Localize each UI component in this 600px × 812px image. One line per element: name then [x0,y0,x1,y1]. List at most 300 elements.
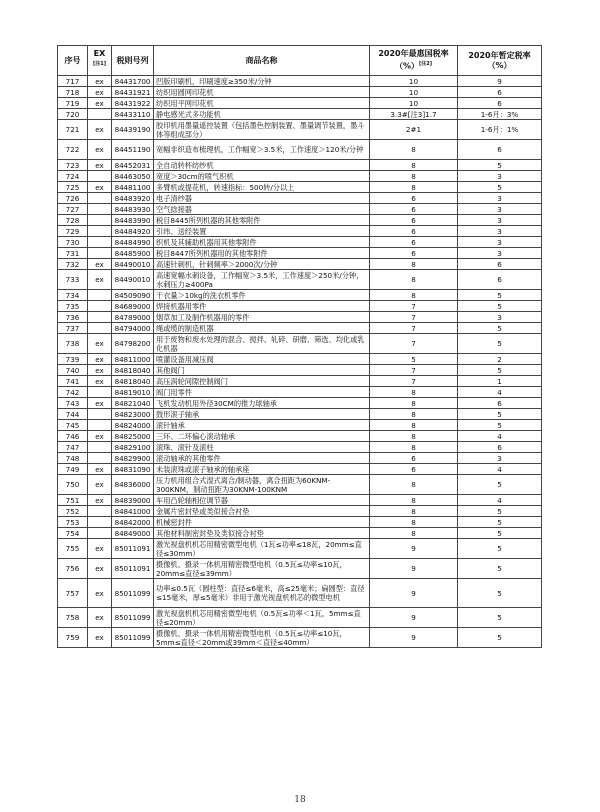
cell-provisional-rate: 5 [458,475,542,495]
cell-code: 84451190 [112,140,154,160]
cell-provisional-rate: 5 [458,506,542,517]
cell-seq: 756 [58,559,88,579]
cell-code: 84839000 [112,495,154,506]
table-row [58,182,542,193]
cell-mfn-rate: 6 [370,226,458,237]
cell-seq: 743 [58,398,88,409]
cell-code: 84819010 [112,387,154,398]
cell-seq: 740 [58,365,88,376]
cell-name: 金属片密封垫或类似接合衬垫 [154,506,370,517]
cell-name: 三环、二环偏心滚动轴承 [154,431,370,442]
header-provisional-rate: 2020年暂定税率 （%） [458,46,542,76]
cell-seq: 729 [58,226,88,237]
cell-seq: 728 [58,215,88,226]
cell-code: 84431700 [112,76,154,87]
cell-code: 84811000 [112,354,154,365]
cell-ex: ex [88,559,112,579]
cell-mfn-rate: 8 [370,171,458,182]
cell-mfn-rate: 6 [370,237,458,248]
cell-ex: ex [88,354,112,365]
cell-name: 引纬、送经装置 [154,226,370,237]
cell-provisional-rate: 3 [458,237,542,248]
table-row [58,301,542,312]
cell-code: 84823000 [112,409,154,420]
cell-code: 84824000 [112,420,154,431]
cell-seq: 741 [58,376,88,387]
cell-name: 全自动转杯纺纱机 [154,160,370,171]
cell-name: 其他阀门 [154,365,370,376]
cell-mfn-rate: 7 [370,334,458,354]
cell-provisional-rate: 3 [458,171,542,182]
cell-code: 84825000 [112,431,154,442]
cell-name: 织机及其辅助机器用其他零附件 [154,237,370,248]
header-mfn-rate: 2020年最惠国税率 （%）[注2] [370,46,458,76]
cell-code: 85011099 [112,608,154,628]
cell-provisional-rate: 5 [458,290,542,301]
cell-name: 用于废物和废水处理的混合、搅拌、轧碎、研磨、筛选、均化或乳化机器 [154,334,370,354]
cell-ex: ex [88,628,112,648]
cell-ex: ex [88,334,112,354]
cell-mfn-rate: 9 [370,608,458,628]
cell-seq: 754 [58,528,88,539]
table-row [58,453,542,464]
cell-provisional-rate: 4 [458,431,542,442]
table-row [58,312,542,323]
cell-mfn-rate: 8 [370,270,458,290]
cell-provisional-rate: 3 [458,248,542,259]
cell-ex: ex [88,608,112,628]
cell-ex [88,248,112,259]
cell-mfn-rate: 2#1 [370,120,458,140]
cell-provisional-rate: 5 [458,365,542,376]
cell-name: 激光视盘机机芯用精密微型电机（0.5瓦≤功率＜1瓦，5mm≤直径≤20mm） [154,608,370,628]
cell-code: 84485900 [112,248,154,259]
cell-mfn-rate: 9 [370,539,458,559]
cell-name: 宽度＞30cm的喷气织机 [154,171,370,182]
table-row [58,204,542,215]
cell-mfn-rate: 6 [370,453,458,464]
cell-ex [88,312,112,323]
cell-mfn-rate: 8 [370,387,458,398]
cell-seq: 722 [58,140,88,160]
cell-name: 多臂机或提花机，转速指标：500转/分以上 [154,182,370,193]
cell-ex [88,237,112,248]
cell-seq: 747 [58,442,88,453]
cell-provisional-rate: 5 [458,528,542,539]
table-row [58,387,542,398]
cell-code: 85011099 [112,628,154,648]
cell-ex: ex [88,98,112,109]
cell-mfn-rate: 8 [370,420,458,431]
cell-seq: 753 [58,517,88,528]
cell-provisional-rate: 3 [458,193,542,204]
table-row [58,495,542,506]
cell-ex: ex [88,475,112,495]
cell-ex: ex [88,398,112,409]
table-row [58,140,542,160]
cell-seq: 759 [58,628,88,648]
cell-code: 84794000 [112,323,154,334]
table-row [58,290,542,301]
cell-mfn-rate: 8 [370,182,458,193]
cell-code: 84849000 [112,528,154,539]
cell-mfn-rate: 8 [370,290,458,301]
cell-provisional-rate: 9 [458,76,542,87]
cell-ex [88,204,112,215]
cell-seq: 744 [58,409,88,420]
cell-name: 纺织用平网印花机 [154,98,370,109]
cell-name: 车用凸轮轴相位调节器 [154,495,370,506]
cell-seq: 755 [58,539,88,559]
cell-mfn-rate: 9 [370,559,458,579]
cell-name: 税目8447所列机器用的其他零附件 [154,248,370,259]
cell-seq: 733 [58,270,88,290]
cell-ex: ex [88,495,112,506]
cell-provisional-rate: 4 [458,464,542,475]
cell-provisional-rate: 5 [458,409,542,420]
table-row [58,98,542,109]
cell-mfn-rate: 8 [370,442,458,453]
cell-name: 未装滚珠或滚子轴承的轴承座 [154,464,370,475]
cell-ex: ex [88,259,112,270]
table-row [58,431,542,442]
cell-mfn-rate: 9 [370,579,458,608]
table-row [58,248,542,259]
cell-ex [88,109,112,120]
cell-ex [88,323,112,334]
cell-seq: 758 [58,608,88,628]
cell-seq: 731 [58,248,88,259]
cell-mfn-rate: 8 [370,517,458,528]
cell-mfn-rate: 10 [370,87,458,98]
cell-seq: 730 [58,237,88,248]
cell-name: 静电感光式多功能机 [154,109,370,120]
cell-provisional-rate: 5 [458,628,542,648]
cell-seq: 732 [58,259,88,270]
cell-seq: 720 [58,109,88,120]
cell-seq: 749 [58,464,88,475]
cell-name: 压力机用组合式湿式离合/制动器，离合扭距为60KNM-300KNM，制动扭距为30KNM-100KNM [154,475,370,495]
cell-mfn-rate: 8 [370,398,458,409]
cell-ex: ex [88,87,112,98]
table-row [58,559,542,579]
cell-seq: 746 [58,431,88,442]
cell-ex [88,409,112,420]
cell-seq: 748 [58,453,88,464]
cell-code: 84431922 [112,98,154,109]
cell-ex: ex [88,431,112,442]
cell-mfn-rate: 6 [370,204,458,215]
cell-code: 85011091 [112,559,154,579]
table-row [58,334,542,354]
cell-name: 干衣量＞10kg的洗衣机零件 [154,290,370,301]
cell-name: 空气捻接器 [154,204,370,215]
cell-seq: 734 [58,290,88,301]
cell-seq: 751 [58,495,88,506]
cell-code: 84490010 [112,270,154,290]
cell-code: 84841000 [112,506,154,517]
cell-name: 阀门用零件 [154,387,370,398]
cell-ex: ex [88,365,112,376]
cell-name: 电子清纱器 [154,193,370,204]
tariff-table [57,45,542,648]
table-row [58,376,542,387]
cell-mfn-rate: 6 [370,193,458,204]
cell-name: 摄像机、摄录一体机用精密微型电机（0.5瓦≤功率≤10瓦，20mm≤直径≤39mm） [154,559,370,579]
table-row [58,87,542,98]
table-row [58,528,542,539]
cell-code: 84483990 [112,215,154,226]
cell-provisional-rate: 6 [458,270,542,290]
cell-ex: ex [88,464,112,475]
cell-name: 激光视盘机机芯用精密微型电机（1瓦≤功率≤18瓦，20mm≤直径≤30mm） [154,539,370,559]
cell-provisional-rate: 5 [458,160,542,171]
cell-provisional-rate: 5 [458,539,542,559]
table-row [58,354,542,365]
cell-seq: 757 [58,579,88,608]
cell-ex [88,517,112,528]
cell-provisional-rate: 5 [458,579,542,608]
cell-seq: 752 [58,506,88,517]
cell-seq: 739 [58,354,88,365]
cell-mfn-rate: 7 [370,376,458,387]
cell-provisional-rate: 5 [458,323,542,334]
cell-ex: ex [88,182,112,193]
cell-seq: 738 [58,334,88,354]
page-number: 18 [294,795,306,805]
cell-provisional-rate: 5 [458,517,542,528]
cell-seq: 726 [58,193,88,204]
table-row [58,323,542,334]
cell-provisional-rate: 3 [458,312,542,323]
cell-name: 飞机发动机用外径30CM的推力球轴承 [154,398,370,409]
cell-ex: ex [88,120,112,140]
cell-seq: 719 [58,98,88,109]
cell-mfn-rate: 8 [370,160,458,171]
cell-ex: ex [88,76,112,87]
table-row [58,76,542,87]
table-row [58,270,542,290]
cell-seq: 724 [58,171,88,182]
cell-mfn-rate: 9 [370,628,458,648]
header-name: 商品名称 [154,46,370,76]
table-row [58,506,542,517]
cell-mfn-rate: 8 [370,475,458,495]
cell-provisional-rate: 4 [458,387,542,398]
table-row [58,398,542,409]
table-row [58,171,542,182]
cell-provisional-rate: 3 [458,215,542,226]
cell-ex [88,442,112,453]
table-row [58,120,542,140]
cell-provisional-rate: 6 [458,398,542,409]
cell-ex: ex [88,539,112,559]
table-row [58,365,542,376]
cell-mfn-rate: 7 [370,365,458,376]
cell-name: 鼓形滚子轴承 [154,409,370,420]
cell-name: 摄像机、摄录一体机用精密微型电机（0.5瓦≤功率≤10瓦，5mm≤直径＜20mm或39mm＜直径≤40mm） [154,628,370,648]
cell-ex [88,528,112,539]
cell-name: 税目8445所列机器的其他零附件 [154,215,370,226]
cell-code: 84433110 [112,109,154,120]
cell-seq: 745 [58,420,88,431]
cell-code: 84831090 [112,464,154,475]
cell-code: 84829100 [112,442,154,453]
cell-code: 84829900 [112,453,154,464]
table-row [58,226,542,237]
header-code: 税则号列 [112,46,154,76]
cell-provisional-rate: 5 [458,334,542,354]
cell-code: 84689000 [112,301,154,312]
cell-provisional-rate: 6 [458,140,542,160]
cell-mfn-rate: 7 [370,323,458,334]
cell-ex: ex [88,270,112,290]
cell-provisional-rate: 1-6月：1% [458,120,542,140]
table-row [58,420,542,431]
cell-provisional-rate: 1-6月：3% [458,109,542,120]
cell-mfn-rate: 8 [370,431,458,442]
cell-provisional-rate: 2 [458,354,542,365]
cell-mfn-rate: 8 [370,140,458,160]
cell-provisional-rate: 6 [458,87,542,98]
cell-code: 84490010 [112,259,154,270]
cell-code: 84821040 [112,398,154,409]
cell-provisional-rate: 5 [458,420,542,431]
cell-ex: ex [88,376,112,387]
cell-code: 84484990 [112,237,154,248]
cell-provisional-rate: 4 [458,495,542,506]
cell-code: 84484920 [112,226,154,237]
cell-name: 功率≤0.5瓦（圆柱型：直径≤6毫米，高≤25毫米；扁圆型：直径≤15毫米，厚≤5毫米）非用于激光视盘机机芯的微型电机 [154,579,370,608]
cell-code: 84509090 [112,290,154,301]
cell-seq: 718 [58,87,88,98]
cell-code: 84481100 [112,182,154,193]
cell-code: 84483920 [112,193,154,204]
cell-code: 84463050 [112,171,154,182]
cell-seq: 750 [58,475,88,495]
table-row [58,579,542,608]
cell-mfn-rate: 8 [370,259,458,270]
cell-mfn-rate: 8 [370,528,458,539]
table-row [58,442,542,453]
table-header [58,46,542,76]
cell-code: 84483930 [112,204,154,215]
cell-ex: ex [88,140,112,160]
table-row [58,464,542,475]
cell-provisional-rate: 6 [458,259,542,270]
cell-ex [88,506,112,517]
table-row [58,237,542,248]
header-seq: 序号 [58,46,88,76]
table-body [58,76,542,648]
cell-name: 焊接机器用零件 [154,301,370,312]
cell-name: 滚动轴承的其他零件 [154,453,370,464]
cell-ex [88,453,112,464]
cell-ex [88,171,112,182]
cell-ex: ex [88,160,112,171]
cell-name: 喷灌设备用减压阀 [154,354,370,365]
cell-name: 高压涡轮间隙控制阀门 [154,376,370,387]
cell-mfn-rate: 6 [370,464,458,475]
cell-mfn-rate: 10 [370,98,458,109]
cell-name: 滚珠、滚针及滚柱 [154,442,370,453]
cell-provisional-rate: 3 [458,226,542,237]
cell-code: 84789000 [112,312,154,323]
cell-ex [88,193,112,204]
cell-seq: 737 [58,323,88,334]
cell-code: 84818040 [112,376,154,387]
table-row [58,539,542,559]
cell-seq: 727 [58,204,88,215]
cell-ex [88,215,112,226]
cell-name: 宽幅非织造布梳理机，工作幅宽＞3.5米，工作速度＞120米/分钟 [154,140,370,160]
table-row [58,160,542,171]
cell-mfn-rate: 6 [370,248,458,259]
cell-mfn-rate: 7 [370,312,458,323]
cell-code: 84431921 [112,87,154,98]
cell-seq: 721 [58,120,88,140]
cell-name: 胶印机用墨量遥控装置（包括墨色控制装置、墨量调节装置，墨斗体等组成部分） [154,120,370,140]
cell-name: 其他材料制密封垫及类似接合衬垫 [154,528,370,539]
cell-code: 84452031 [112,160,154,171]
cell-code: 84818040 [112,365,154,376]
cell-ex [88,387,112,398]
cell-provisional-rate: 5 [458,182,542,193]
cell-ex [88,301,112,312]
cell-seq: 723 [58,160,88,171]
table-row [58,259,542,270]
cell-code: 84798200 [112,334,154,354]
header-ex: EX [注1] [88,46,112,76]
cell-mfn-rate: 10 [370,76,458,87]
cell-seq: 717 [58,76,88,87]
cell-provisional-rate: 5 [458,559,542,579]
table-row [58,193,542,204]
cell-name: 绳或缆的制造机器 [154,323,370,334]
cell-provisional-rate: 5 [458,608,542,628]
cell-ex: ex [88,579,112,608]
cell-seq: 736 [58,312,88,323]
cell-code: 84439190 [112,120,154,140]
cell-mfn-rate: 7 [370,301,458,312]
table-row [58,628,542,648]
table-row [58,475,542,495]
cell-ex [88,290,112,301]
cell-provisional-rate: 5 [458,301,542,312]
table-row [58,109,542,120]
cell-mfn-rate: 8 [370,506,458,517]
cell-name: 纺织用圆网印花机 [154,87,370,98]
cell-name: 机械密封件 [154,517,370,528]
table-row [58,409,542,420]
cell-provisional-rate: 6 [458,442,542,453]
cell-mfn-rate: 3.3#[注3]1.7 [370,109,458,120]
cell-mfn-rate: 6 [370,215,458,226]
cell-mfn-rate: 8 [370,495,458,506]
cell-code: 84842000 [112,517,154,528]
cell-name: 高速宽幅水刺设备，工作幅宽＞3.5米，工作速度＞250米/分钟，水刺压力≥400Pa [154,270,370,290]
cell-mfn-rate: 8 [370,409,458,420]
cell-provisional-rate: 3 [458,204,542,215]
cell-code: 85011091 [112,539,154,559]
cell-ex [88,420,112,431]
cell-name: 烟草加工及制作机器用的零件 [154,312,370,323]
cell-provisional-rate: 3 [458,453,542,464]
cell-name: 凹版印刷机，印刷速度≥350米/分钟 [154,76,370,87]
table-row [58,215,542,226]
cell-mfn-rate: 5 [370,354,458,365]
cell-ex [88,226,112,237]
